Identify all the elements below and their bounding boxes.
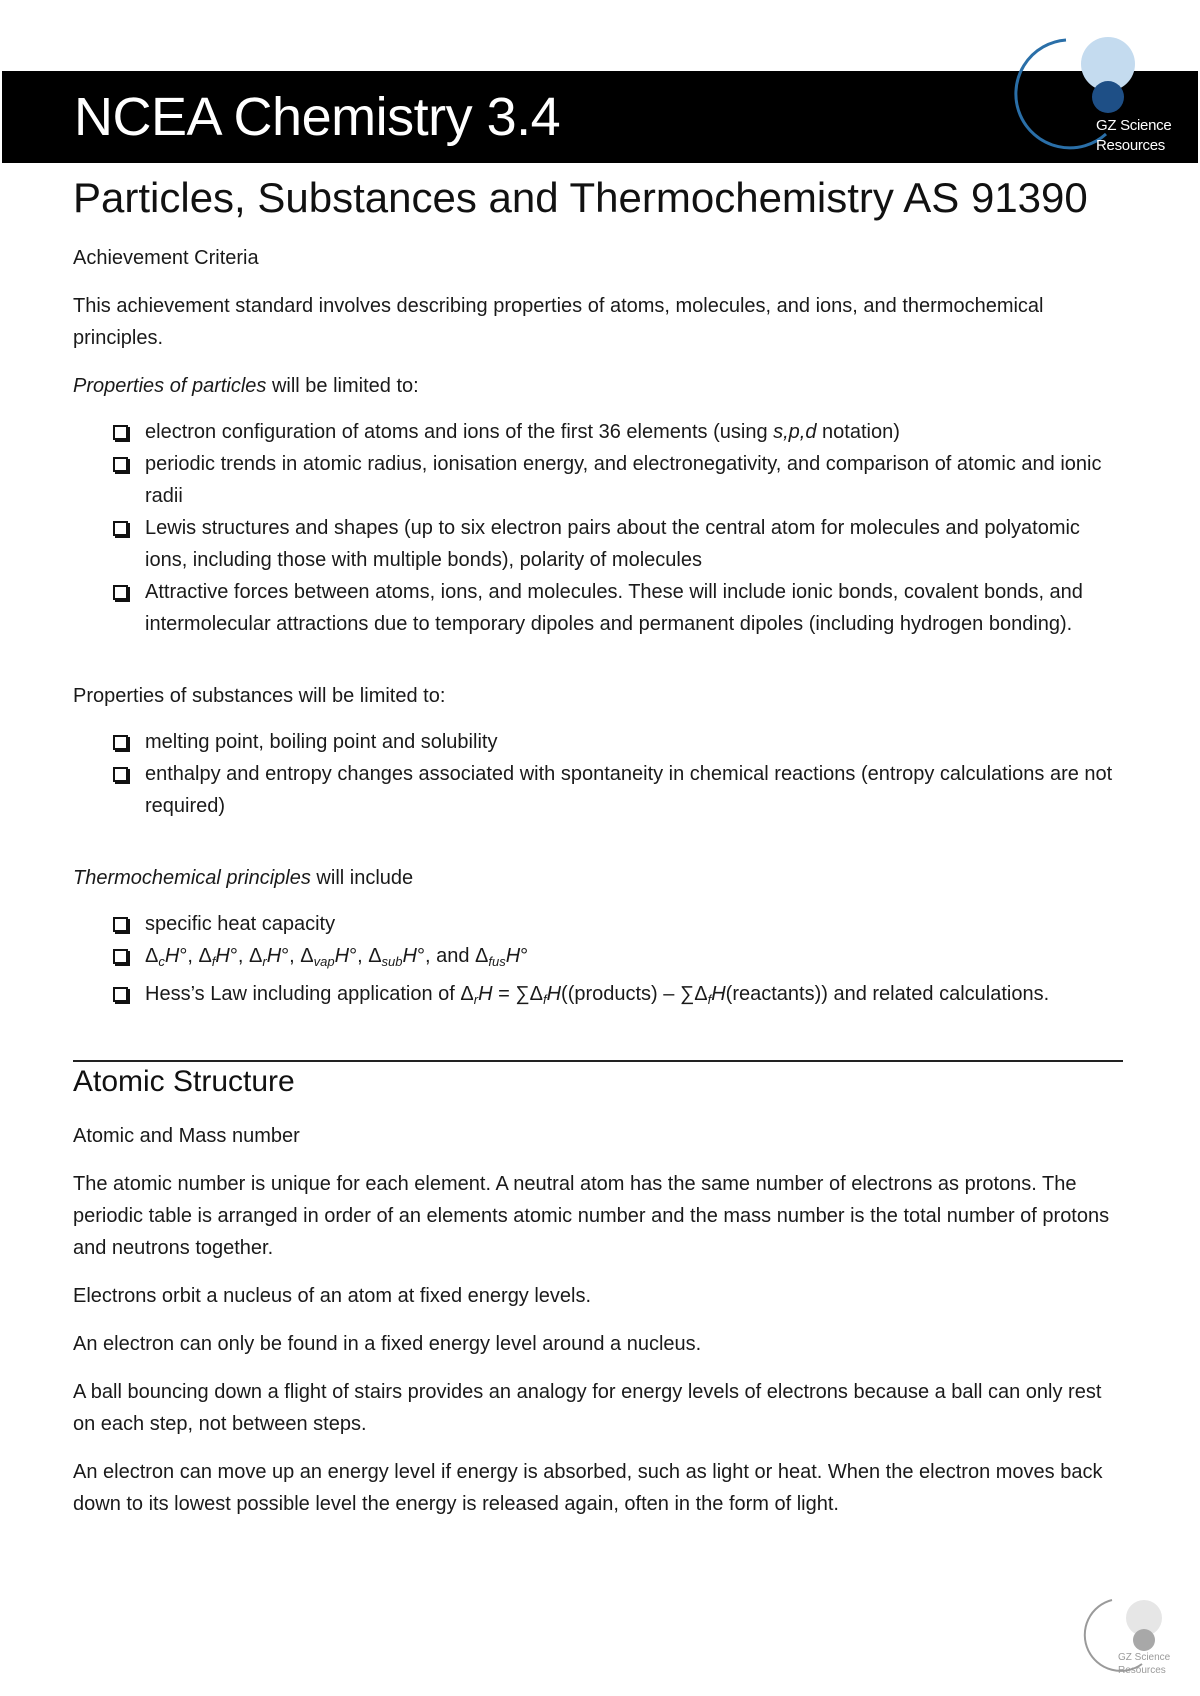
enthalpy-symbol: H: [402, 945, 417, 967]
checkbox-icon: [113, 917, 128, 932]
thermo-lead: Thermochemical principles will include: [73, 867, 414, 889]
logo-text: GZ Science Resources: [1096, 117, 1172, 154]
paragraph: Electrons orbit a nucleus of an atom at fixed energy levels.: [73, 1285, 592, 1307]
list-item: [113, 940, 1123, 978]
enthalpy-subscript: r: [262, 954, 267, 969]
enthalpy-subscript: sub: [381, 954, 403, 969]
enthalpy-symbol: H: [164, 945, 180, 967]
enthalpy-subscript: vap: [313, 954, 335, 969]
separator: ,: [357, 945, 369, 967]
intro-paragraph: This achievement standard involves describing properties of atoms, molecules, and ions, and thermochemical principles.: [73, 295, 1044, 349]
header-title: NCEA Chemistry 3.4: [74, 87, 561, 147]
thermo-list: [73, 908, 1123, 1016]
delta-symbol: Δ: [300, 945, 314, 967]
particles-list: [73, 416, 1123, 640]
enthalpy-symbols: [145, 945, 528, 967]
enthalpy-subscript: fus: [488, 954, 506, 969]
list-item: melting point, boiling point and solubility: [113, 726, 1123, 758]
checkbox-icon: [113, 521, 128, 536]
delta-symbol: Δ: [475, 945, 489, 967]
checkbox-icon: [113, 949, 128, 964]
checkbox-icon: [113, 457, 128, 472]
delta-symbol: Δ: [198, 945, 212, 967]
footer-logo-text: GZ Science Resources: [1118, 1652, 1171, 1676]
document-title: Particles, Substances and Thermochemistry AS 91390: [73, 174, 1088, 221]
list-item: specific heat capacity: [113, 908, 1123, 940]
separator: , and: [424, 945, 476, 967]
substances-lead: Properties of substances will be limited to:: [73, 685, 446, 707]
list-item: enthalpy and entropy changes associated with spontaneity in chemical reactions (entropy calculations are not required): [113, 758, 1123, 822]
atomic-structure-title: Atomic Structure: [73, 1065, 295, 1098]
separator: ,: [237, 945, 249, 967]
paragraph: An electron can move up an energy level if energy is absorbed, such as light or heat. When the electron moves back down to its lowest possible level the energy is released again, often in the form of light.: [73, 1461, 1103, 1515]
enthalpy-symbol: H: [266, 945, 282, 967]
paragraph: A ball bouncing down a flight of stairs provides an analogy for energy levels of electrons because a ball can only rest on each step, not between steps.: [73, 1381, 1102, 1435]
checkbox-icon: [113, 987, 128, 1002]
standard-state-symbol: °: [349, 945, 358, 967]
particles-lead: Properties of particles will be limited to:: [73, 375, 419, 397]
list-item: Hess’s Law including application of $\Delta_rH$ = $\sum\Delta_fH((products)$ – $\sum\Delta_fH(reactants)$) and related calculations.: [113, 978, 1123, 1016]
achievement-criteria-heading: Achievement Criteria: [73, 247, 259, 269]
checkbox-icon: [113, 767, 128, 782]
delta-symbol: Δ: [368, 945, 382, 967]
separator: ,: [289, 945, 301, 967]
substances-list: [73, 726, 1123, 822]
checkbox-icon: [113, 425, 128, 440]
paragraph: An electron can only be found in a fixed energy level around a nucleus.: [73, 1333, 702, 1355]
delta-symbol: Δ: [249, 945, 263, 967]
standard-state-symbol: °: [416, 945, 425, 967]
enthalpy-subscript: c: [158, 954, 165, 969]
list-item: Lewis structures and shapes (up to six electron pairs about the central atom for molecules and polyatomic ions, including those with multiple bonds), polarity of molecules: [113, 512, 1123, 576]
list-item: Attractive forces between atoms, ions, and molecules. These will include ionic bonds, covalent bonds, and intermolecular attractions due to temporary dipoles and permanent dipoles (including hydrogen bonding).: [113, 576, 1123, 640]
standard-state-symbol: °: [229, 945, 238, 967]
standard-state-symbol: °: [520, 945, 529, 967]
standard-state-symbol: °: [179, 945, 188, 967]
document-body: [73, 172, 1123, 1520]
enthalpy-symbol: H: [215, 945, 230, 967]
enthalpy-subscript: f: [211, 954, 216, 969]
separator: ,: [187, 945, 199, 967]
paragraph: The atomic number is unique for each element. A neutral atom has the same number of electrons as protons. The periodic table is arranged in order of an elements atomic number and the mass number is the total number of protons and neutrons together.: [73, 1173, 1110, 1259]
enthalpy-symbol: H: [505, 945, 521, 967]
list-item: electron configuration of atoms and ions of the first 36 elements (using s,p,d notation): [113, 416, 1123, 448]
atomic-mass-subheading: Atomic and Mass number: [73, 1125, 300, 1147]
enthalpy-symbol: H: [334, 945, 350, 967]
checkbox-icon: [113, 735, 128, 750]
delta-symbol: Δ: [145, 945, 159, 967]
standard-state-symbol: °: [281, 945, 290, 967]
list-item: periodic trends in atomic radius, ionisation energy, and electronegativity, and comparison of atomic and ionic radii: [113, 448, 1123, 512]
checkbox-icon: [113, 585, 128, 600]
